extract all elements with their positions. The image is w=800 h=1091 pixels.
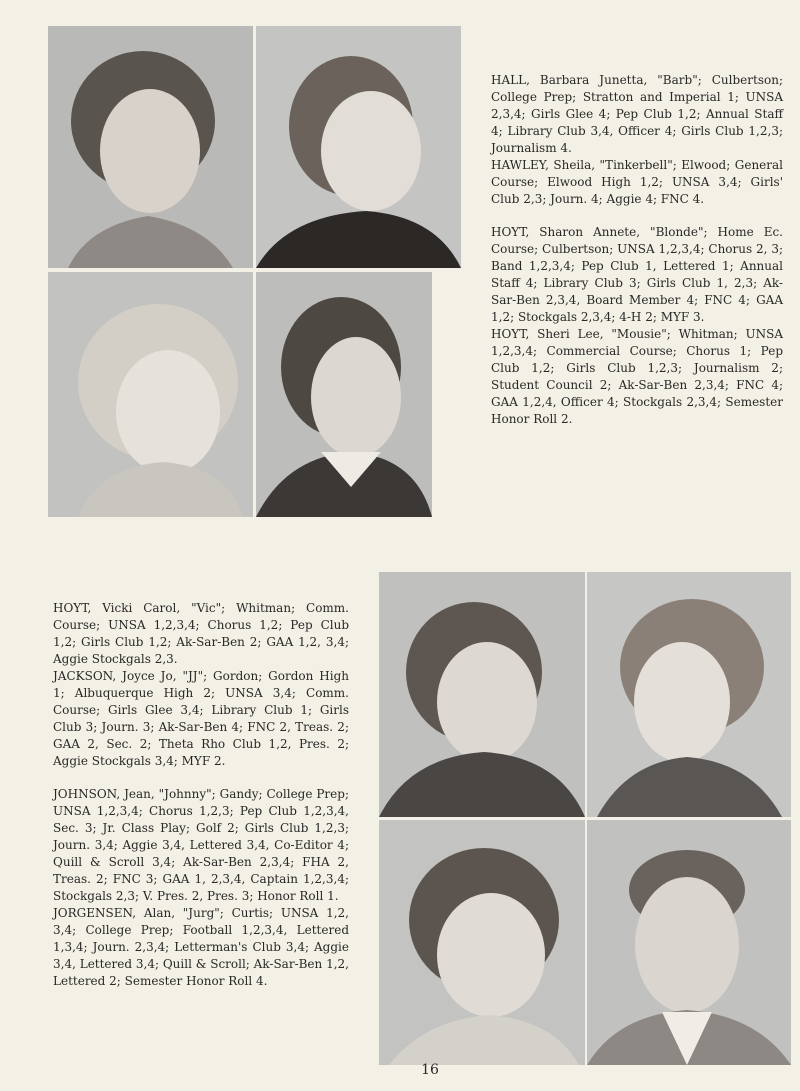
bio-hoyt-sharon: HOYT, Sharon Annete, "Blonde"; Home Ec. Course; Culbertson; UNSA 1,2,3,4; Chorus 2, 3; Band 1,2,3,4; Pep Club 1, Lettered 1; Annual Staff 4; Library Club 3; Girls Club 1, 2,3; Ak-Sar-Ben 2,3,4, Board Member 4; FNC 4; GAA 1,2; Stockgals 2,3,4; 4-H 2; MYF 3. bbox=[491, 225, 783, 324]
bio-jackson: JACKSON, Joyce Jo, "JJ"; Gordon; Gordon High 1; Albuquerque High 2; UNSA 3,4; Comm. Course; Girls Glee 3,4; Library Club 1; Girls Club 3; Journ. 3; Ak-Sar-Ben 4; FNC 2, Treas. 2; GAA 2, Sec. 2; Theta Rho Club 1,2, Pres. 2; Aggie Stockgals 3,4; MYF 2. bbox=[53, 669, 349, 768]
portrait-hoyt-vicki bbox=[379, 572, 585, 817]
portrait-johnson bbox=[379, 820, 585, 1065]
bio-hall: HALL, Barbara Junetta, "Barb"; Culbertson; College Prep; Stratton and Imperial 1; UNSA 2,3,4; Girls Glee 4; Pep Club 1,2; Annual Staff 4; Library Club 3,4, Officer 4; Girls Club 1,2,3; Journalism 4. bbox=[491, 73, 783, 155]
bio-jorgensen: JORGENSEN, Alan, "Jurg"; Curtis; UNSA 1,2, 3,4; College Prep; Football 1,2,3,4, Lettered 1,3,4; Journ. 2,3,4; Letterman's Club 3,4; Aggie 3,4, Lettered 3,4; Quill & Scroll; Ak-Sar-Ben 1,2, Lettered 2; Semester Honor Roll 4. bbox=[53, 906, 349, 988]
portrait-hawley bbox=[256, 26, 461, 268]
portrait-hoyt-sharon bbox=[48, 272, 253, 517]
bio-column-top bbox=[491, 72, 783, 428]
bio-column-bottom bbox=[53, 600, 349, 990]
bio-hawley: HAWLEY, Sheila, "Tinkerbell"; Elwood; General Course; Elwood High 1,2; UNSA 3,4; Girls' Club 2,3; Journ. 4; Aggie 4; FNC 4. bbox=[491, 158, 783, 206]
page-number: 16 bbox=[421, 1062, 439, 1078]
portrait-jackson bbox=[587, 572, 791, 817]
portrait-hoyt-sheri bbox=[256, 272, 432, 517]
bio-hoyt-vicki: HOYT, Vicki Carol, "Vic"; Whitman; Comm. Course; UNSA 1,2,3,4; Chorus 1,2; Pep Club 1,2; Girls Club 1,2; Ak-Sar-Ben 2; GAA 1,2, 3,4; Aggie Stockgals 2,3. bbox=[53, 601, 349, 666]
portrait-hall bbox=[48, 26, 253, 268]
portrait-jorgensen bbox=[587, 820, 791, 1065]
bio-johnson: JOHNSON, Jean, "Johnny"; Gandy; College Prep; UNSA 1,2,3,4; Chorus 1,2,3; Pep Club 1,2,3,4, Sec. 3; Jr. Class Play; Golf 2; Girls Club 1,2,3; Journ. 3,4; Aggie 3,4, Lettered 3,4, Co-Editor 4; Quill & Scroll 3,4; Ak-Sar-Ben 2,3,4; FHA 2, Treas. 2; FNC 3; GAA 1, 2,3,4, Captain 1,2,3,4; Stockgals 2,3; V. Pres. 2, Pres. 3; Honor Roll 1. bbox=[53, 787, 349, 903]
bio-hoyt-sheri: HOYT, Sheri Lee, "Mousie"; Whitman; UNSA 1,2,3,4; Commercial Course; Chorus 1; Pep Club 1,2; Girls Club 1,2,3; Journalism 2; Student Council 2; Ak-Sar-Ben 2,3,4; FNC 4; GAA 1,2,4, Officer 4; Stockgals 2,3,4; Semester Honor Roll 2. bbox=[491, 327, 783, 426]
